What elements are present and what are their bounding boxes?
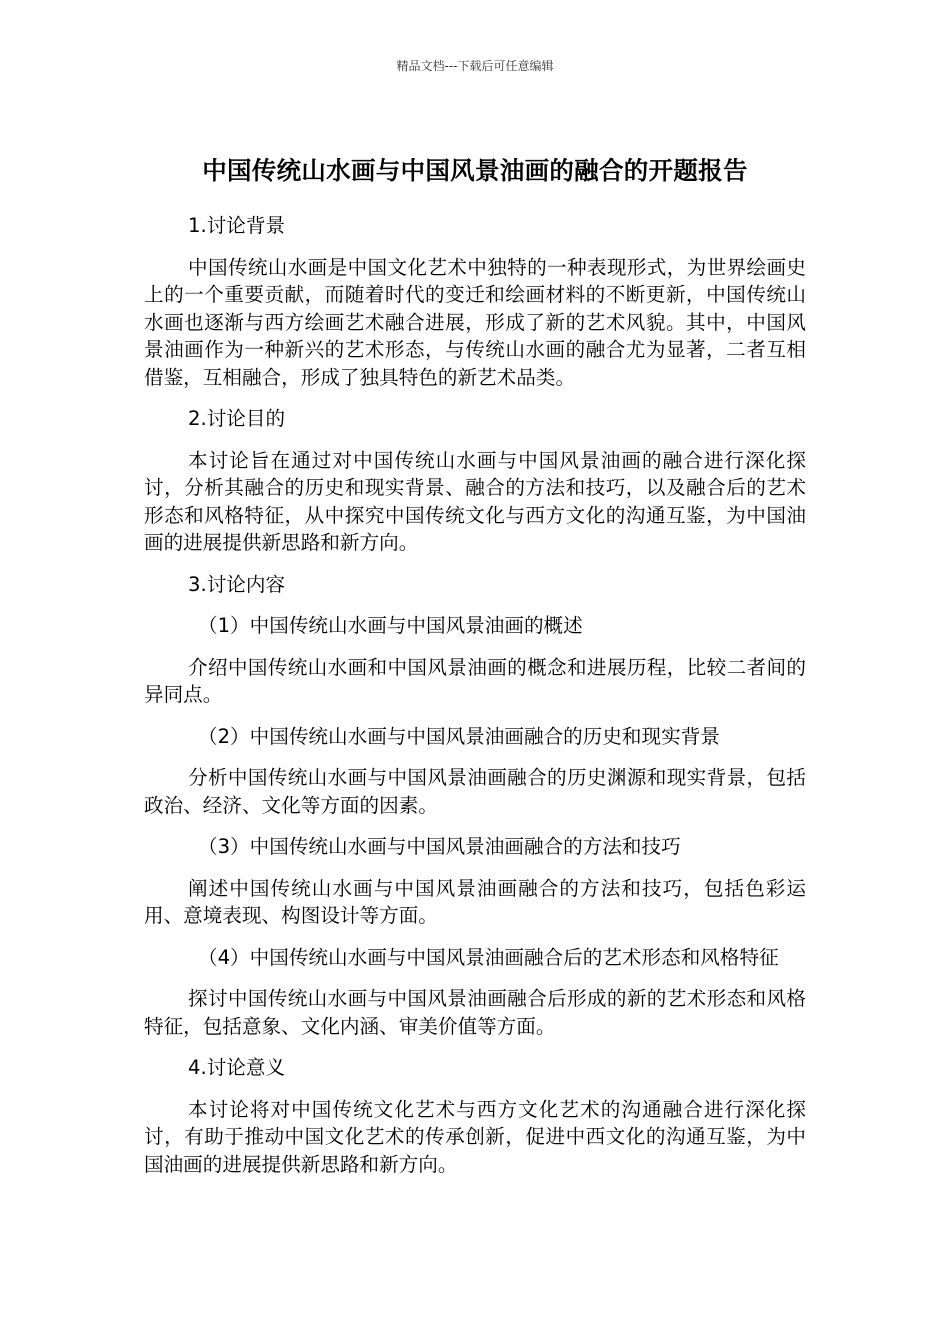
page-header-note: 精品文档---下载后可任意编辑 <box>396 59 554 73</box>
content-subheading-2: （2）中国传统山水画与中国风景油画融合的历史和现实背景 <box>198 724 720 748</box>
document-title: 中国传统山水画与中国风景油画的融合的开题报告 <box>202 156 748 186</box>
section-paragraph-purpose: 本讨论旨在通过对中国传统山水画与中国风景油画的融合进行深化探讨，分析其融合的历史和现实背景、融合的方法和技巧，以及融合后的艺术形态和风格特征，从中探究中国传统文化与西方文化的沟通互鉴，为中国油画的进展提供新思路和新方向。 <box>144 448 806 554</box>
content-paragraph-3: 阐述中国传统山水画与中国风景油画融合的方法和技巧，包括色彩运用、意境表现、构图设计等方面。 <box>144 876 806 927</box>
document-body <box>144 212 806 1192</box>
content-subheading-4: （4）中国传统山水画与中国风景油画融合后的艺术形态和风格特征 <box>198 945 779 969</box>
content-subheading-1: （1）中国传统山水画与中国风景油画的概述 <box>198 614 583 637</box>
section-heading-significance: 4.讨论意义 <box>188 1056 286 1079</box>
section-paragraph-significance: 本讨论将对中国传统文化艺术与西方文化艺术的沟通融合进行深化探讨，有助于推动中国文化艺术的传承创新，促进中西文化的沟通互鉴，为中国油画的进展提供新思路和新方向。 <box>144 1097 806 1176</box>
section-heading-purpose: 2.讨论目的 <box>188 407 286 430</box>
content-subheading-3: （3）中国传统山水画与中国风景油画融合的方法和技巧 <box>198 835 681 858</box>
content-paragraph-2: 分析中国传统山水画与中国风景油画融合的历史渊源和现实背景，包括政治、经济、文化等方面的因素。 <box>144 766 806 817</box>
content-paragraph-1: 介绍中国传统山水画和中国风景油画的概念和进展历程，比较二者间的异同点。 <box>144 655 806 706</box>
section-heading-background: 1.讨论背景 <box>188 214 286 237</box>
content-paragraph-4: 探讨中国传统山水画与中国风景油画融合后形成的新的艺术形态和风格特征，包括意象、文化内涵、审美价值等方面。 <box>144 987 806 1038</box>
section-paragraph-background: 中国传统山水画是中国文化艺术中独特的一种表现形式，为世界绘画史上的一个重要贡献，而随着时代的变迁和绘画材料的不断更新，中国传统山水画也逐渐与西方绘画艺术融合进展，形成了新的艺术风貌。其中，中国风景油画作为一种新兴的艺术形态，与传统山水画的融合尤为显著，二者互相借鉴，互相融合，形成了独具特色的新艺术品类。 <box>144 255 806 389</box>
section-heading-content: 3.讨论内容 <box>188 572 286 596</box>
